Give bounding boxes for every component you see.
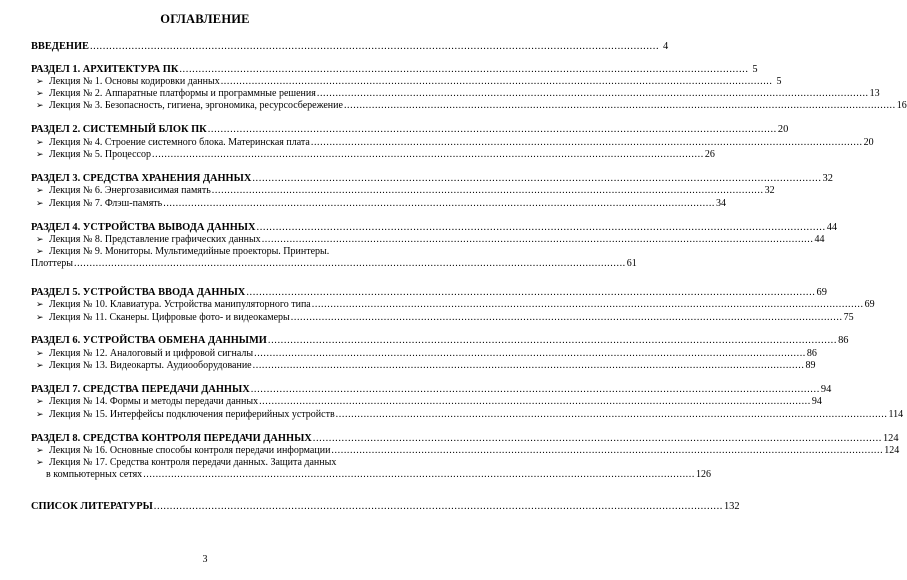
toc-page-number: 13 [869,88,880,99]
arrow-bullet-icon: ➢ [36,246,44,256]
dot-leader [254,348,806,360]
toc-page-number: 75 [843,312,854,323]
toc-entry-lecture[interactable] [36,100,907,112]
toc-entry-label: Лекция № 11. Сканеры. Цифровые фото- и видеокамеры [49,312,290,323]
toc-entry-section[interactable] [31,222,838,234]
toc-entry-lecture[interactable] [36,299,875,311]
toc-entry-label: РАЗДЕЛ 7. СРЕДСТВА ПЕРЕДАЧИ ДАННЫХ [31,384,250,395]
dot-leader [317,88,869,100]
dot-leader [331,445,883,457]
toc-entry-label: Лекция № 5. Процессор [49,149,151,160]
toc-page-number: 20 [777,124,789,135]
arrow-bullet-icon: ➢ [36,409,44,419]
toc-entry-lecture[interactable] [36,185,775,197]
dot-leader [74,258,626,270]
dot-leader [344,100,896,112]
dot-leader [253,360,805,372]
toc-entry-label: Лекция № 12. Аналоговый и цифровой сигналы [49,348,254,359]
dot-leader [312,299,864,311]
dot-leader [179,64,748,76]
toc-page-number: 26 [704,149,715,160]
arrow-bullet-icon: ➢ [36,396,44,406]
arrow-bullet-icon: ➢ [36,88,44,98]
toc-entry-label: Лекция № 13. Видеокарты. Аудиооборудование [49,360,252,371]
dot-leader [246,287,815,299]
dot-leader [221,76,773,88]
arrow-bullet-icon: ➢ [36,76,44,86]
toc-page-number: 114 [888,409,904,420]
page-number: 3 [202,554,208,565]
toc-page-number: 16 [896,100,907,111]
dot-leader [252,173,821,185]
toc-page-number: 32 [764,185,775,196]
dot-leader [257,222,826,234]
toc-entry-lecture[interactable] [36,234,825,246]
dot-leader [313,433,882,445]
toc-entry-lecture[interactable] [36,396,822,408]
dot-leader [268,335,837,347]
arrow-bullet-icon: ➢ [36,299,44,309]
toc-entry-label: СПИСОК ЛИТЕРАТУРЫ [31,501,153,512]
dot-leader [251,384,820,396]
toc-page-number: 32 [822,173,833,184]
toc-entry-lecture[interactable] [36,137,874,149]
toc-entry-label: Лекция № 2. Аппаратные платформы и программные решения [49,88,316,99]
dot-leader [208,124,777,136]
page-title: ОГЛАВЛЕНИЕ [160,12,250,26]
toc-entry-label: Лекция № 7. Флэш-память [49,198,163,209]
toc-page-number: 89 [805,360,816,371]
toc-page-number: 61 [626,257,637,269]
toc-entry-lecture[interactable] [36,445,900,457]
toc-entry-section[interactable] [31,124,789,136]
toc-page-number: 5 [752,64,758,75]
toc-entry-label: Лекция № 17. Средства контроля передачи данных. Защита данных [49,457,337,468]
dot-leader [90,41,659,53]
toc-entry-lecture[interactable] [36,198,727,210]
toc-page-number: 5 [776,76,782,87]
toc-entry-label-continued: Плоттеры [31,257,73,269]
toc-entry-label: Лекция № 15. Интерфейсы подключения периферийных устройств [49,409,335,420]
toc-entry-section[interactable] [31,501,740,513]
dot-leader [291,312,843,324]
toc-entry-lecture[interactable] [36,348,817,360]
toc-entry-label-continued: в компьютерных сетях [46,468,143,480]
dot-leader [152,149,704,161]
dot-leader [336,409,888,421]
toc-entry-label: РАЗДЕЛ 8. СРЕДСТВА КОНТРОЛЯ ПЕРЕДАЧИ ДАННЫХ [31,433,312,444]
toc-entry-lecture[interactable] [36,360,816,372]
toc-entry-section[interactable] [31,384,832,396]
toc-page-number: 86 [838,335,849,346]
arrow-bullet-icon: ➢ [36,234,44,244]
toc-entry-lecture[interactable] [36,312,854,324]
toc-entry-section[interactable] [31,335,849,347]
toc-page-number: 86 [806,348,817,359]
toc-entry-label: Лекция № 10. Клавиатура. Устройства манипуляторного типа [49,299,311,310]
toc-page-number: 4 [662,41,669,52]
dot-leader [262,234,814,246]
toc-entry-section[interactable] [31,173,833,185]
toc-page-number: 20 [863,137,874,148]
toc-entry-lecture[interactable] [36,88,880,100]
dot-leader [259,396,811,408]
toc-entry-label: ВВЕДЕНИЕ [31,41,89,52]
toc-entry-lecture[interactable] [36,76,782,88]
dot-leader [163,198,715,210]
dot-leader [311,137,863,149]
toc-entry-label: Лекция № 6. Энергозависимая память [49,185,211,196]
toc-entry-label: Лекция № 14. Формы и методы передачи данных [49,396,259,407]
dot-leader [143,469,695,481]
toc-entry-label: РАЗДЕЛ 5. УСТРОЙСТВА ВВОДА ДАННЫХ [31,287,246,298]
toc-page-number: 44 [814,234,825,245]
arrow-bullet-icon: ➢ [36,360,44,370]
toc-page-number: 132 [723,501,740,512]
toc-entry-section[interactable] [31,64,758,76]
toc-page-number: 44 [826,222,838,233]
toc-entry-label: Лекция № 9. Мониторы. Мультимедийные проекторы. Принтеры. [49,246,330,257]
arrow-bullet-icon: ➢ [36,198,44,208]
toc-entry-label: Лекция № 8. Представление графических данных [49,234,261,245]
toc-page-number: 69 [816,287,827,298]
arrow-bullet-icon: ➢ [36,149,44,159]
toc-entry-lecture[interactable] [36,457,711,480]
arrow-bullet-icon: ➢ [36,312,44,322]
toc-entry-lecture[interactable] [36,409,904,421]
arrow-bullet-icon: ➢ [36,137,44,147]
toc-entry-label: РАЗДЕЛ 2. СИСТЕМНЫЙ БЛОК ПК [31,124,207,135]
toc-entry-label: РАЗДЕЛ 3. СРЕДСТВА ХРАНЕНИЯ ДАННЫХ [31,173,252,184]
toc-page-number: 94 [811,396,822,407]
toc-entry-section[interactable] [31,433,899,445]
toc-entry-label: РАЗДЕЛ 1. АРХИТЕКТУРА ПК [31,64,179,75]
toc-entry-section[interactable] [31,287,827,299]
dot-leader [154,501,723,513]
arrow-bullet-icon: ➢ [36,185,44,195]
arrow-bullet-icon: ➢ [36,100,44,110]
toc-page-number: 124 [884,445,900,456]
toc-entry-label: Лекция № 3. Безопасность, гигиена, эргономика, ресурсосбережение [49,100,343,111]
toc-entry-label: РАЗДЕЛ 6. УСТРОЙСТВА ОБМЕНА ДАННЫМИ [31,335,267,346]
toc-page-number: 94 [820,384,832,395]
toc-entry-lecture[interactable] [36,149,715,161]
toc-entry-label: Лекция № 4. Строение системного блока. Материнская плата [49,137,310,148]
dot-leader [212,185,764,197]
toc-entry-label: РАЗДЕЛ 4. УСТРОЙСТВА ВЫВОДА ДАННЫХ [31,222,256,233]
toc-entry-label: Лекция № 16. Основные способы контроля передачи информации [49,445,331,456]
toc-page-number: 126 [696,468,711,480]
toc-entry-section[interactable] [31,41,669,53]
arrow-bullet-icon: ➢ [36,457,44,467]
toc-page-number: 69 [864,299,875,310]
toc-entry-label: Лекция № 1. Основы кодировки данных [49,76,220,87]
arrow-bullet-icon: ➢ [36,348,44,358]
arrow-bullet-icon: ➢ [36,445,44,455]
toc-entry-lecture[interactable] [31,246,637,269]
toc-page-number: 124 [882,433,899,444]
toc-page-number: 34 [716,198,727,209]
